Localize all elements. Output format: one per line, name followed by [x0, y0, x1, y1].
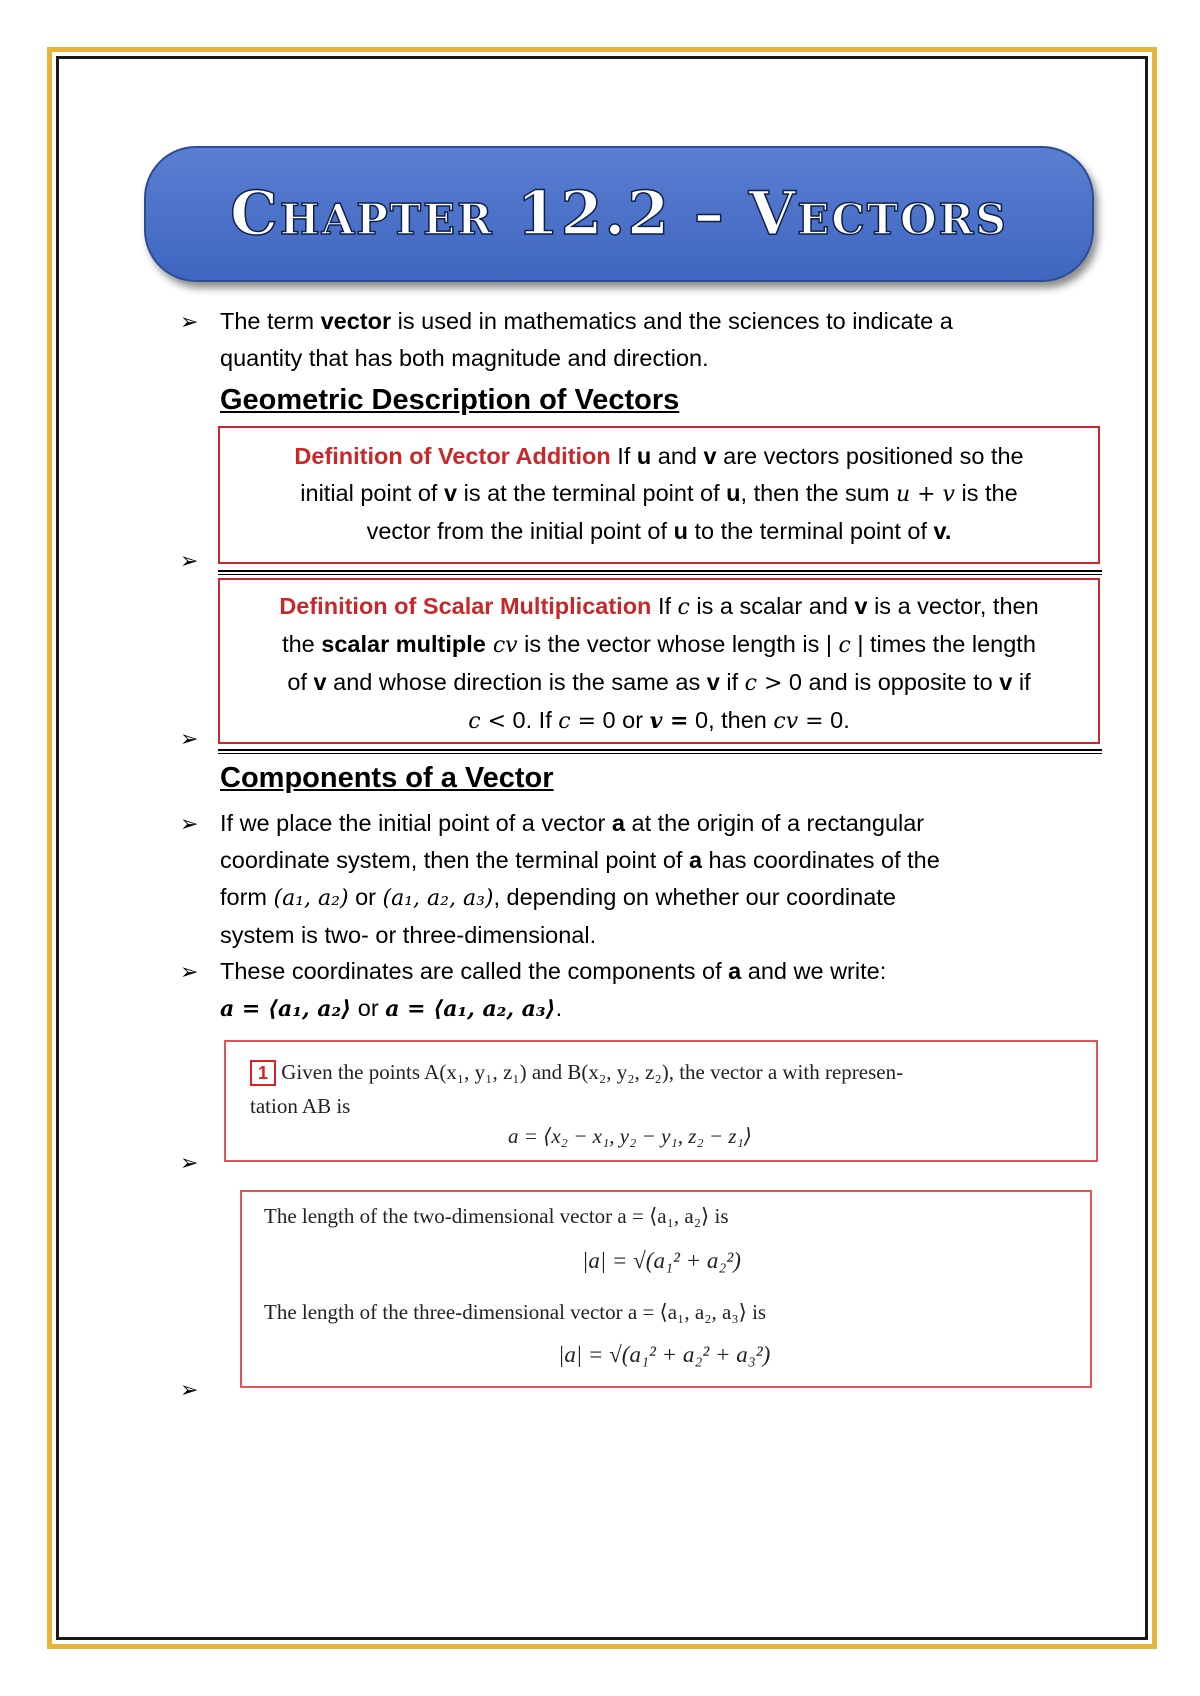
bullet-arrow: ➢ [180, 811, 199, 836]
chapter-title: Chapter 12.2 – Vectors [230, 179, 1008, 249]
math-expression: u + v [895, 482, 955, 507]
body-text: , depending on whether our coordinate [493, 884, 896, 910]
vector-symbol: v [999, 669, 1013, 695]
math-expression: a = ⟨a₁, a₂⟩ [220, 996, 352, 1022]
vector-symbol: v [854, 593, 868, 619]
math-symbol: c [838, 633, 851, 658]
intro-bold: vector [320, 308, 392, 334]
definition-text: 0 and is opposite to [782, 669, 1000, 695]
definition-title: Definition of Scalar Multiplication [279, 593, 652, 619]
math-expression: c < [468, 709, 507, 734]
intro-text: The term [220, 308, 321, 334]
definition-box-addition [218, 426, 1100, 564]
divider-line [218, 749, 1102, 754]
math-expression: v = [649, 708, 689, 734]
formula-box-vector-representation [224, 1040, 1098, 1162]
section-heading: Components of a Vector [220, 762, 554, 794]
body-text: coordinate system, then the terminal point of [220, 847, 689, 873]
body-text: at the origin of a rectangular [624, 810, 925, 836]
definition-text: , then the sum [740, 480, 896, 506]
intro-text: quantity that has both magnitude and direction. [220, 345, 709, 371]
body-text: has coordinates of the [702, 847, 940, 873]
bold-term: scalar multiple [321, 631, 486, 657]
definition-text: 0 or [596, 707, 650, 733]
bullet-arrow: ➢ [180, 309, 199, 334]
definition-text: is at the terminal point of [457, 480, 727, 506]
vector-symbol: a [688, 847, 703, 873]
vector-symbol: v [443, 480, 458, 506]
definition-text: | times the length [850, 631, 1036, 657]
intro-paragraph [220, 303, 953, 377]
body-text: or [351, 995, 386, 1021]
formula-expression: |a| = √(a₁² + a₂² + a₃²) [558, 1342, 771, 1367]
equation-number: 1 [250, 1060, 276, 1086]
math-expression: a = ⟨a₁, a₂, a₃⟩ [385, 996, 556, 1022]
vector-symbol: u [726, 480, 741, 506]
definition-text: are vectors positioned so the [716, 443, 1024, 469]
bullet-arrow: ➢ [180, 548, 199, 573]
bullet-arrow: ➢ [180, 1377, 199, 1402]
definition-text: of [287, 669, 314, 695]
bullet-arrow: ➢ [180, 726, 199, 751]
definition-text: is a scalar and [689, 593, 855, 619]
intro-text: is used in mathematics and the sciences to indicate a [391, 308, 953, 334]
math-symbol: c [677, 595, 690, 620]
math-expression: (a₁, a₂) [273, 886, 349, 911]
definition-text: the [282, 631, 322, 657]
math-expression: cv = [773, 709, 824, 734]
formula-expression: |a| = √(a₁² + a₂²) [582, 1248, 741, 1273]
definition-text: is the [955, 480, 1018, 506]
definition-text: if [719, 669, 745, 695]
vector-symbol: v [313, 669, 327, 695]
vector-symbol: a [728, 958, 742, 984]
definition-text: 0. If [506, 707, 559, 733]
components-paragraph [220, 953, 886, 1028]
definition-text: If [610, 443, 637, 469]
definition-text: vector from the initial point of [366, 518, 674, 544]
divider-line [218, 570, 1102, 575]
definition-text: to the terminal point of [687, 518, 934, 544]
section-heading: Geometric Description of Vectors [220, 384, 680, 416]
math-expression: c > [744, 671, 783, 696]
formula-text: tation AB is [250, 1094, 351, 1118]
math-symbol: cv [485, 633, 518, 658]
formula-expression: a = ⟨x₂ − x₁, y₂ − y₁, z₂ − z₁⟩ [508, 1124, 753, 1148]
definition-text: is a vector, then [867, 593, 1039, 619]
vector-symbol: u [636, 443, 652, 469]
definition-box-scalar [218, 578, 1100, 744]
vector-symbol: v [703, 443, 717, 469]
body-text: . [555, 995, 563, 1021]
definition-text: 0, then [688, 707, 774, 733]
vector-symbol: a [611, 810, 625, 836]
vector-symbol: v [706, 669, 720, 695]
vector-symbol: v. [933, 518, 952, 544]
body-text: or [348, 884, 383, 910]
formula-text: The length of the two-dimensional vector a = ⟨a₁, a₂⟩ is [264, 1204, 729, 1228]
formula-box-vector-length [240, 1190, 1092, 1388]
formula-line [250, 1060, 903, 1086]
definition-text: If [651, 593, 678, 619]
components-paragraph [220, 805, 940, 954]
body-text: form [220, 884, 274, 910]
math-expression: (a₁, a₂, a₃) [382, 886, 494, 911]
bullet-arrow: ➢ [180, 1150, 199, 1175]
body-text: If we place the initial point of a vector [220, 810, 612, 836]
definition-text: if [1012, 669, 1031, 695]
definition-text: 0. [823, 707, 850, 733]
math-expression: c = [558, 709, 597, 734]
body-text: and we write: [741, 958, 887, 984]
body-text: These coordinates are called the components of [220, 958, 729, 984]
definition-text: and [651, 443, 704, 469]
definition-text: initial point of [300, 480, 444, 506]
definition-text: is the vector whose length is | [517, 631, 839, 657]
formula-text: Given the points A(x₁, y₁, z₁) and B(x₂, y₂, z₂), the vector a with represen- [281, 1060, 904, 1084]
formula-text: The length of the three-dimensional vector a = ⟨a₁, a₂, a₃⟩ is [264, 1300, 767, 1324]
bullet-arrow: ➢ [180, 959, 199, 984]
chapter-banner [144, 146, 1094, 282]
vector-symbol: u [673, 518, 688, 544]
definition-text: and whose direction is the same as [326, 669, 707, 695]
definition-title: Definition of Vector Addition [294, 443, 611, 469]
body-text: system is two- or three-dimensional. [220, 922, 597, 948]
